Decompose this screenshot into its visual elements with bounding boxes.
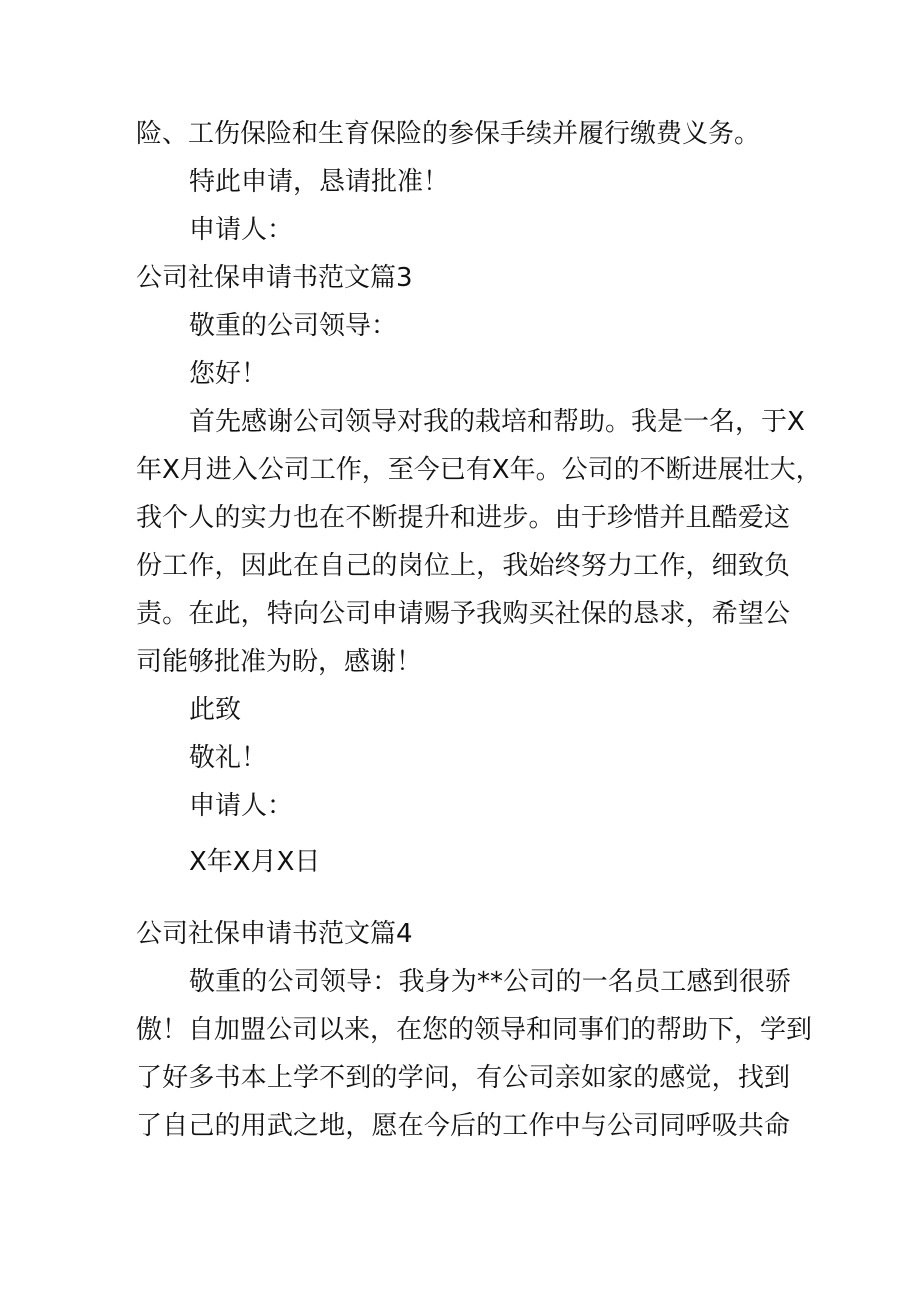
closing: 此致: [189, 695, 242, 725]
paragraph-line: 年X月进入公司工作，至今已有X年。公司的不断进展壮大，: [136, 455, 822, 485]
paragraph-line: 傲！自加盟公司以来，在您的领导和同事们的帮助下，学到: [136, 1015, 813, 1045]
paragraph-line: 险、工伤保险和生育保险的参保手续并履行缴费义务。: [136, 119, 761, 149]
paragraph-line: 份工作，因此在自己的岗位上，我始终努力工作，细致负: [136, 551, 790, 581]
paragraph-line: 了好多书本上学不到的学问，有公司亲如家的感觉，找到: [136, 1063, 790, 1093]
paragraph-line: 责。在此，特向公司申请赐予我购买社保的恳求，希望公: [136, 599, 790, 629]
signature-label: 申请人：: [189, 791, 294, 821]
paragraph-line: 我个人的实力也在不断提升和进步。由于珍惜并且酷爱这: [136, 503, 790, 533]
paragraph-line: 敬重的公司领导：我身为**公司的一名员工感到很骄: [189, 967, 791, 997]
greeting: 您好！: [189, 359, 268, 389]
paragraph-line: 首先感谢公司领导对我的栽培和帮助。我是一名，于X: [189, 407, 805, 437]
closing: 敬礼！: [189, 743, 268, 773]
signature-label: 申请人：: [189, 215, 294, 245]
section-heading: 公司社保申请书范文篇4: [136, 919, 413, 949]
date-line: X年X月X日: [189, 847, 321, 877]
paragraph-line: 了自己的用武之地，愿在今后的工作中与公司同呼吸共命: [136, 1111, 790, 1141]
salutation: 敬重的公司领导：: [189, 311, 398, 341]
section-heading: 公司社保申请书范文篇3: [136, 263, 413, 293]
paragraph-line: 特此申请，恳请批准！: [189, 167, 450, 197]
paragraph-line: 司能够批准为盼，感谢！: [136, 647, 423, 677]
